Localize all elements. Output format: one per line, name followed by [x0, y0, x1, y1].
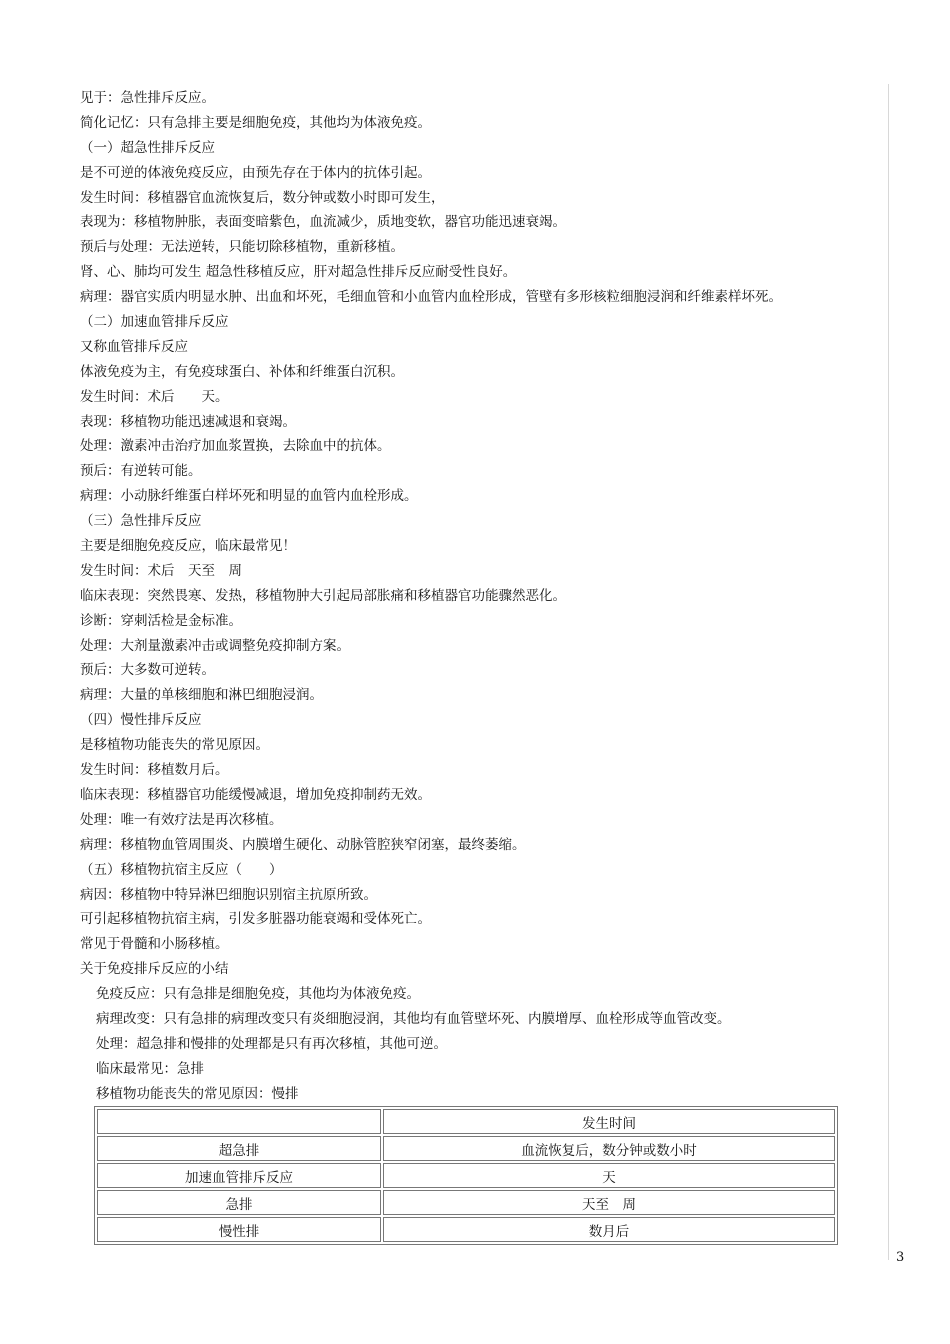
table-cell: 加速血管排斥反应: [97, 1163, 381, 1188]
table-row: [97, 1163, 835, 1188]
text-line: 病理：移植物血管周围炎、内膜增生硬化、动脉管腔狭窄闭塞，最终萎缩。: [80, 836, 526, 853]
text-line: 处理：大剂量激素冲击或调整免疫抑制方案。: [80, 637, 350, 654]
text-line: 预后：大多数可逆转。: [80, 662, 215, 679]
table-row: [97, 1217, 835, 1242]
text-line: （一）超急性排斥反应: [80, 139, 215, 156]
text-line: （三）急性排斥反应: [80, 513, 202, 530]
text-line: 又称血管排斥反应: [80, 338, 188, 355]
text-line: 简化记忆：只有急排主要是细胞免疫，其他均为体液免疫。: [80, 114, 431, 131]
text-line: 处理：超急排和慢排的处理都是只有再次移植，其他可逆。: [96, 1035, 447, 1052]
text-line: 可引起移植物抗宿主病，引发多脏器功能衰竭和受体死亡。: [80, 911, 431, 928]
table-cell: 天: [383, 1163, 835, 1188]
text-line: 体液免疫为主，有免疫球蛋白、补体和纤维蛋白沉积。: [80, 363, 404, 380]
table-cell: 超急排: [97, 1136, 381, 1161]
text-line: 病理：小动脉纤维蛋白样坏死和明显的血管内血栓形成。: [80, 488, 418, 505]
text-line: 是移植物功能丧失的常见原因。: [80, 737, 269, 754]
table-cell: 慢性排: [97, 1217, 381, 1242]
table-cell: 天至 周: [383, 1190, 835, 1215]
text-line: 发生时间：术后 天至 周: [80, 562, 242, 579]
text-line: 主要是细胞免疫反应，临床最常见！: [80, 538, 296, 555]
rejection-summary-table: [94, 1106, 838, 1245]
text-line: 表现：移植物功能迅速减退和衰竭。: [80, 413, 296, 430]
table-row: [97, 1136, 835, 1161]
text-line: 病因：移植物中特异淋巴细胞识别宿主抗原所致。: [80, 886, 377, 903]
table-cell: 发生时间: [383, 1109, 835, 1134]
text-line: 发生时间：移植器官血流恢复后，数分钟或数小时即可发生，: [80, 189, 445, 206]
text-line: 是不可逆的体液免疫反应，由预先存在于体内的抗体引起。: [80, 164, 431, 181]
text-line: （五）移植物抗宿主反应（ ）: [80, 861, 283, 878]
body-text: [80, 86, 880, 1107]
text-line: 移植物功能丧失的常见原因：慢排: [96, 1085, 299, 1102]
text-line: 处理：激素冲击治疗加血浆置换，去除血中的抗体。: [80, 438, 391, 455]
page-number: 3: [896, 1250, 905, 1265]
text-line: 肾、心、肺均可发生 超急性移植反应，肝对超急性排斥反应耐受性良好。: [80, 264, 517, 281]
text-line: （四）慢性排斥反应: [80, 712, 202, 729]
table-header-row: [97, 1109, 835, 1134]
text-line: 见于：急性排斥反应。: [80, 90, 215, 106]
table-cell: 急排: [97, 1190, 381, 1215]
text-line: 表现为：移植物肿胀，表面变暗紫色，血流减少，质地变软，器官功能迅速衰竭。: [80, 214, 566, 231]
right-margin-rule: [888, 84, 889, 1260]
text-line: 临床最常见：急排: [96, 1060, 204, 1077]
text-line: 免疫反应：只有急排是细胞免疫，其他均为体液免疫。: [96, 986, 420, 1003]
text-line: 临床表现：突然畏寒、发热，移植物肿大引起局部胀痛和移植器官功能骤然恶化。: [80, 587, 566, 604]
text-line: （二）加速血管排斥反应: [80, 314, 229, 331]
text-line: 处理：唯一有效疗法是再次移植。: [80, 811, 283, 828]
text-line: 发生时间：移植数月后。: [80, 762, 229, 779]
text-line: 病理：大量的单核细胞和淋巴细胞浸润。: [80, 687, 323, 704]
text-line: 发生时间：术后 天。: [80, 388, 229, 405]
table-row: [97, 1190, 835, 1215]
table-cell: 数月后: [383, 1217, 835, 1242]
text-line: 诊断：穿刺活检是金标准。: [80, 612, 242, 629]
text-line: 预后：有逆转可能。: [80, 463, 202, 480]
text-line: 病理：器官实质内明显水肿、出血和坏死，毛细血管和小血管内血栓形成，管壁有多形核粒细胞浸润和纤维素样坏死。: [80, 289, 782, 306]
text-line: 关于免疫排斥反应的小结: [80, 961, 229, 978]
text-line: 常见于骨髓和小肠移植。: [80, 936, 229, 953]
text-line: 预后与处理：无法逆转，只能切除移植物，重新移植。: [80, 239, 404, 256]
text-line: 临床表现：移植器官功能缓慢减退，增加免疫抑制药无效。: [80, 786, 431, 803]
table-cell: 血流恢复后，数分钟或数小时: [383, 1136, 835, 1161]
table-cell: [97, 1109, 381, 1134]
text-line: 病理改变：只有急排的病理改变只有炎细胞浸润，其他均有血管壁坏死、内膜增厚、血栓形成等血管改变。: [96, 1010, 731, 1027]
